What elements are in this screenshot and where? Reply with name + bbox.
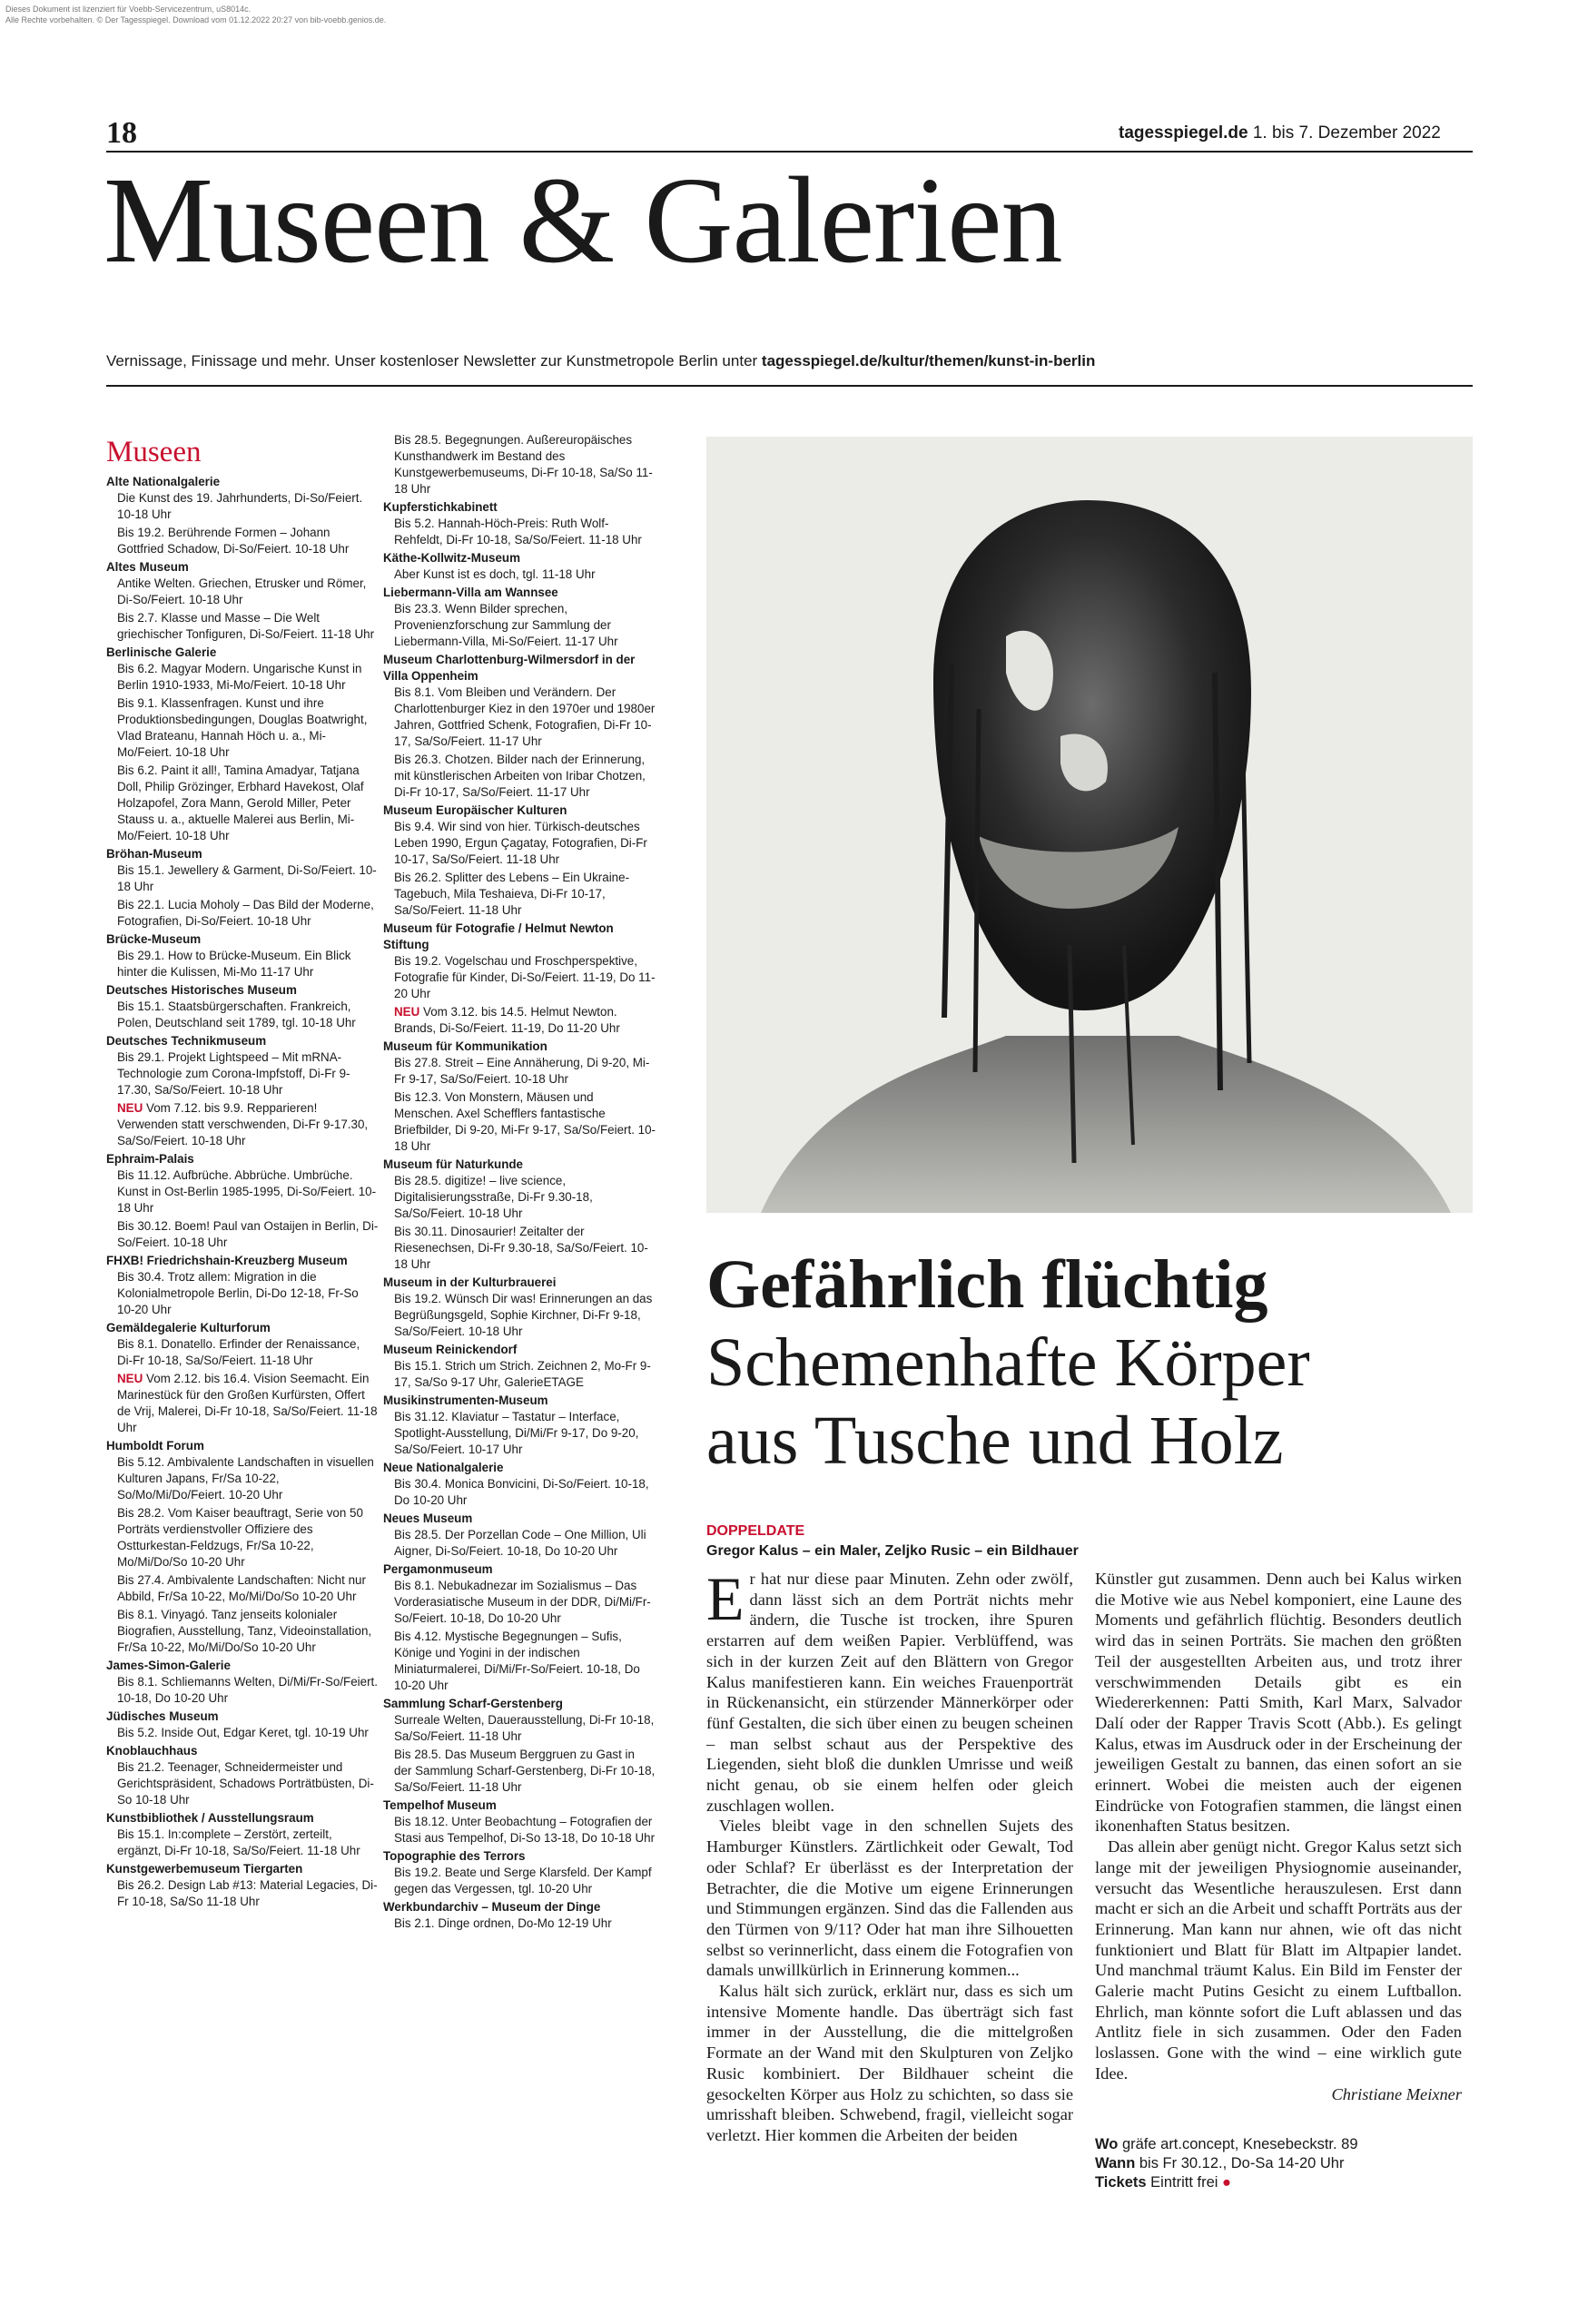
exhibition-entry: Bis 15.1. Jewellery & Garment, Di-So/Feiert. 10-18 Uhr bbox=[117, 863, 377, 893]
museum-name: Tempelhof Museum bbox=[383, 1798, 497, 1812]
museum-name: Museum in der Kulturbrauerei bbox=[383, 1275, 557, 1289]
ink-portrait-image bbox=[706, 437, 1473, 1213]
article-column-2 bbox=[1095, 1569, 1462, 2104]
exhibition-entry: Bis 19.2. Beate und Serge Klarsfeld. Der Kampf gegen das Vergessen, tgl. 10-20 Uhr bbox=[394, 1866, 652, 1896]
headline-main: Gefährlich flüchtig bbox=[706, 1246, 1268, 1323]
info-where bbox=[1095, 2135, 1476, 2154]
article-kicker: DOPPELDATE bbox=[706, 1523, 805, 1539]
newsletter-link[interactable]: tagesspiegel.de/kultur/themen/kunst-in-berlin bbox=[761, 352, 1096, 369]
exhibition-entry: Bis 23.3. Wenn Bilder sprechen, Provenienzforschung zur Sammlung der Liebermann-Villa, Mi-So/Feiert. 11-17 Uhr bbox=[394, 602, 618, 648]
exhibition-entry: Bis 28.5. digitize! – live science, Digitalisierungsstraße, Di-Fr 9.30-18, Sa/So/Feiert. 10-18 Uhr bbox=[394, 1174, 593, 1220]
exhibition-entry: Bis 19.2. Vogelschau und Froschperspektive, Fotografie für Kinder, Di-So/Feiert. 11-19, Do 11-20 Uhr bbox=[394, 954, 656, 1000]
end-bullet-icon: ● bbox=[1222, 2174, 1231, 2191]
exhibition-entry: Antike Welten. Griechen, Etrusker und Römer, Di-So/Feiert. 10-18 Uhr bbox=[117, 576, 367, 606]
info-when-label: Wann bbox=[1095, 2155, 1136, 2171]
site-name: tagesspiegel.de bbox=[1119, 123, 1248, 143]
museum-name: Museum für Naturkunde bbox=[383, 1157, 524, 1171]
museum-name: Deutsches Historisches Museum bbox=[106, 983, 297, 997]
headline-deck-1: Schemenhafte Körper bbox=[706, 1324, 1310, 1401]
museum-name: Kupferstichkabinett bbox=[383, 500, 498, 514]
info-when-value: bis Fr 30.12., Do-Sa 14-20 Uhr bbox=[1135, 2155, 1345, 2171]
exhibition-entry: Bis 28.5. Begegnungen. Außereuropäisches Kunsthandwerk im Bestand des Kunstgewerbemuseums, Di-Fr 10-18, Sa/So 11-18 Uhr bbox=[394, 433, 653, 496]
exhibition-entry: Bis 6.2. Paint it all!, Tamina Amadyar, Tatjana Doll, Philip Grözinger, Erbhard Havekost, Olaf Holzapofel, Zora Mann, Gerold Miller, Peter Stauss u. a., aktuelle Malerei aus Berlin, Mi-Mo/Feiert. 10-18 Uhr bbox=[117, 763, 364, 842]
listings-column-2 bbox=[383, 432, 656, 1934]
newsletter-rule bbox=[106, 385, 1473, 387]
museum-name: Musikinstrumenten-Museum bbox=[383, 1393, 548, 1407]
info-tickets bbox=[1095, 2173, 1476, 2192]
section-heading-museen: Museen bbox=[106, 436, 202, 468]
exhibition-entry: Bis 29.1. Projekt Lightspeed – Mit mRNA-Technologie zum Corona-Impfstoff, Di-Fr 9-17.30, Sa/So/Feiert. 10-18 Uhr bbox=[117, 1050, 350, 1097]
exhibition-entry: Die Kunst des 19. Jahrhunderts, Di-So/Feiert. 10-18 Uhr bbox=[117, 491, 363, 521]
museum-name: Brücke-Museum bbox=[106, 932, 202, 946]
page-number: 18 bbox=[106, 116, 137, 150]
license-notice bbox=[5, 4, 386, 25]
new-badge: NEU bbox=[117, 1372, 143, 1385]
museum-name: Museum Europäischer Kulturen bbox=[383, 803, 567, 817]
exhibition-entry: Bis 5.2. Hannah-Höch-Preis: Ruth Wolf-Rehfeldt, Di-Fr 10-18, Sa/So/Feiert. 11-18 Uhr bbox=[394, 517, 642, 547]
exhibition-entry: Bis 31.12. Klaviatur – Tastatur – Interface, Spotlight-Ausstellung, Di/Mi/Fr 9-17, Do 9-20, Sa/So/Feiert. 10-17 Uhr bbox=[394, 1410, 639, 1456]
info-where-value: gräfe art.concept, Knesebeckstr. 89 bbox=[1118, 2136, 1358, 2152]
exhibition-entry: Bis 27.8. Streit – Eine Annäherung, Di 9-20, Mi-Fr 9-17, Sa/So/Feiert. 10-18 Uhr bbox=[394, 1056, 650, 1086]
museum-name: James-Simon-Galerie bbox=[106, 1659, 231, 1672]
exhibition-entry: Bis 19.2. Wünsch Dir was! Erinnerungen an das Begrüßungsgeld, Sophie Kirchner, Di-Fr 9-18, Sa/So/Feiert. 10-18 Uhr bbox=[394, 1292, 653, 1338]
museum-name: Museum für Fotografie / Helmut Newton Stiftung bbox=[383, 921, 614, 951]
exhibition-text: Vom 2.12. bis 16.4. Vision Seemacht. Ein Marinestück für den Großen Kurfürsten, Offert de Vrij, Malerei, Di-Fr 10-18, Sa/So/Feiert. 11-18 Uhr bbox=[117, 1372, 378, 1434]
newsletter-line bbox=[106, 352, 1095, 370]
museum-name: Topographie des Terrors bbox=[383, 1849, 526, 1863]
exhibition-entry: Bis 11.12. Aufbrüche. Abbrüche. Umbrüche. Kunst in Ost-Berlin 1985-1995, Di-So/Feiert. 10-18 Uhr bbox=[117, 1168, 377, 1215]
museum-name: Berlinische Galerie bbox=[106, 645, 217, 659]
museum-name: Kunstbibliothek / Ausstellungsraum bbox=[106, 1811, 314, 1825]
portrait-ink-painting bbox=[706, 437, 1473, 1213]
masthead-right bbox=[1119, 123, 1441, 143]
info-tickets-label: Tickets bbox=[1095, 2174, 1147, 2191]
exhibition-entry-new bbox=[383, 1004, 656, 1037]
exhibition-entry-new bbox=[106, 1100, 379, 1149]
exhibition-entry: Surreale Welten, Dauerausstellung, Di-Fr 10-18, Sa/So/Feiert. 11-18 Uhr bbox=[394, 1713, 655, 1743]
exhibition-entry: Bis 19.2. Berührende Formen – Johann Gottfried Schadow, Di-So/Feiert. 10-18 Uhr bbox=[117, 526, 350, 556]
exhibition-entry: Bis 18.12. Unter Beobachtung – Fotografien der Stasi aus Tempelhof, Di-So 13-18, Do 10-18 Uhr bbox=[394, 1815, 656, 1845]
exhibition-entry: Bis 5.12. Ambivalente Landschaften in visuellen Kulturen Japans, Fr/Sa 10-22, So/Mo/Mi/Do/Feiert. 10-20 Uhr bbox=[117, 1455, 374, 1502]
museum-list bbox=[383, 432, 656, 1932]
museum-name: Museum für Kommunikation bbox=[383, 1039, 547, 1053]
museum-name: Bröhan-Museum bbox=[106, 847, 202, 861]
exhibition-entry: Bis 21.2. Teenager, Schneidermeister und Gerichtspräsident, Schadows Porträtbüsten, Di-So 10-18 Uhr bbox=[117, 1760, 374, 1807]
article-author: Christiane Meixner bbox=[1331, 2084, 1462, 2103]
info-where-label: Wo bbox=[1095, 2136, 1119, 2152]
museum-name: Neues Museum bbox=[383, 1512, 473, 1525]
museum-name: Neue Nationalgalerie bbox=[383, 1461, 504, 1474]
museum-name: Werkbundarchiv – Museum der Dinge bbox=[383, 1900, 601, 1914]
exhibition-entry: Bis 8.1. Vinyagó. Tanz jenseits kolonialer Biografien, Ausstellung, Tanz, Videoinstallation, Fr/Sa 10-22, Mo/Mi/Do/So 10-20 Uhr bbox=[117, 1608, 372, 1654]
license-line-1: Dieses Dokument ist lizenziert für Voebb-Servicezentrum, uS8014c. bbox=[5, 5, 251, 14]
article-paragraph: Kalus hält sich zurück, erklärt nur, dass es sich um intensive Momente handle. Das überträgt sich fast immer in der Ausstellung, die die mittelgroßen Formate an der Wand mit den Skulpturen von Zeljko Rusic kombiniert. Der Bildhauer scheint die gesockelten Körper aus Holz zu schichten, so dass sie umrisshaft bleiben. Schwebend, fragil, vielleicht sogar verletzt. Hier kommen die Arbeiten der beiden bbox=[706, 1982, 1073, 2144]
event-info-box bbox=[1095, 2135, 1476, 2192]
museum-name: Kunstgewerbemuseum Tiergarten bbox=[106, 1862, 303, 1876]
exhibition-entry: Bis 8.1. Schliemanns Welten, Di/Mi/Fr-So/Feiert. 10-18, Do 10-20 Uhr bbox=[117, 1675, 378, 1705]
museum-name: Museum Reinickendorf bbox=[383, 1343, 518, 1356]
exhibition-entry: Aber Kunst ist es doch, tgl. 11-18 Uhr bbox=[394, 567, 596, 581]
exhibition-entry: Bis 30.12. Boem! Paul van Ostaijen in Berlin, Di-So/Feiert. 10-18 Uhr bbox=[117, 1219, 379, 1249]
exhibition-entry: Bis 28.2. Vom Kaiser beauftragt, Serie von 50 Porträts verdienstvoller Offiziere des Ostturkestan-Feldzugs, Fr/Sa 10-22, Mo/Mi/Do/So 10-20 Uhr bbox=[117, 1506, 363, 1569]
info-tickets-value: Eintritt frei bbox=[1146, 2174, 1223, 2191]
exhibition-entry: Bis 26.2. Design Lab #13: Material Legacies, Di-Fr 10-18, Sa/So 11-18 Uhr bbox=[117, 1878, 378, 1908]
exhibition-entry: Bis 5.2. Inside Out, Edgar Keret, tgl. 10-19 Uhr bbox=[117, 1726, 369, 1739]
exhibition-entry: Bis 28.5. Das Museum Berggruen zu Gast in der Sammlung Scharf-Gerstenberg, Di-Fr 10-18, Sa/So/Feiert. 11-18 Uhr bbox=[394, 1748, 656, 1794]
museum-name: Knoblauchhaus bbox=[106, 1744, 198, 1758]
exhibition-entry: Bis 9.4. Wir sind von hier. Türkisch-deutsches Leben 1990, Ergun Çagatay, Fotografien, Di-Fr 10-17, Sa/So/Feiert. 11-18 Uhr bbox=[394, 820, 647, 866]
exhibition-text: Vom 3.12. bis 14.5. Helmut Newton. Brands, Di-So/Feiert. 11-19, Do 11-20 Uhr bbox=[394, 1005, 620, 1035]
article-column-1 bbox=[706, 1564, 1073, 2146]
museum-name: Ephraim-Palais bbox=[106, 1152, 194, 1166]
exhibition-entry: Bis 15.1. Strich um Strich. Zeichnen 2, Mo-Fr 9-17, Sa/So 9-17 Uhr, GalerieETAGE bbox=[394, 1359, 651, 1389]
exhibition-text: Vom 7.12. bis 9.9. Repparieren! Verwenden statt verschwenden, Di-Fr 9-17.30, Sa/So/Feiert. 10-18 Uhr bbox=[117, 1101, 369, 1147]
paragraph-text: r hat nur diese paar Minuten. Zehn oder zwölf, dann lässt sich an dem Porträt nichts mehr ändern, die Tusche ist trocken, ihre Spuren erstarren auf dem weißen Papier. Verblüffend, was sich in der kurzen Zeit auf den Blättern von Gregor Kalus manifestieren kann. Ein weiches Frauenporträt in Rückenansicht, ein stürzender Männerkörper oder fünf Gestalten, die sich über einen zu beugen scheinen – man selbst schaut aus der Perspektive des Liegenden, sieht bloß die dunklen Umrisse und weiß nicht genau, ob sie einem helfen oder gleich zuschlagen wollen. bbox=[706, 1570, 1073, 1815]
exhibition-entry: Bis 9.1. Klassenfragen. Kunst und ihre Produktionsbedingungen, Douglas Boatwright, Vlad Brateanu, Hannah Höch u. a., Mi-Mo/Feiert. 10-18 Uhr bbox=[117, 696, 368, 759]
exhibition-entry: Bis 8.1. Nebukadnezar im Sozialismus – Das Vorderasiatische Museum in der DDR, Di/Mi/Fr-So/Feiert. 10-18, Do 10-20 Uhr bbox=[394, 1579, 651, 1625]
license-line-2: Alle Rechte vorbehalten. © Der Tagesspiegel. Download vom 01.12.2022 20:27 von bib-voebb.genios.de. bbox=[5, 15, 387, 25]
issue-date: 1. bis 7. Dezember 2022 bbox=[1252, 123, 1441, 143]
exhibition-entry-new bbox=[106, 1371, 379, 1436]
museum-name: Pergamonmuseum bbox=[383, 1562, 493, 1576]
drop-cap: E bbox=[706, 1564, 745, 1633]
exhibition-entry: Bis 30.11. Dinosaurier! Zeitalter der Riesenechsen, Di-Fr 9.30-18, Sa/So/Feiert. 10-18 Uhr bbox=[394, 1225, 648, 1271]
newsletter-text: Vernissage, Finissage und mehr. Unser kostenloser Newsletter zur Kunstmetropole Berlin unter bbox=[106, 352, 762, 369]
museum-name: Alte Nationalgalerie bbox=[106, 475, 221, 488]
info-when bbox=[1095, 2154, 1476, 2173]
exhibition-entry: Bis 6.2. Magyar Modern. Ungarische Kunst in Berlin 1910-1933, Mi-Mo/Feiert. 10-18 Uhr bbox=[117, 662, 362, 692]
museum-name: Gemäldegalerie Kulturforum bbox=[106, 1321, 271, 1334]
museum-name: Sammlung Scharf-Gerstenberg bbox=[383, 1697, 563, 1710]
museum-name: Jüdisches Museum bbox=[106, 1709, 219, 1723]
article-paragraph: Das allein aber genügt nicht. Gregor Kalus setzt sich lange mit der jeweiligen Physiognomie auseinander, versucht das Wesentliche herauszulesen. Erst dann macht er sich an die Arbeit und schafft Porträts aus der Erinnerung. Man kann nur ahnen, wie oft das nicht funktioniert und Blatt für Blatt im Altpapier landet. Und manchmal träumt Kalus. Ein Bild im Fenster der Galerie macht Putins Gesicht zu einem Luftballon. Ehrlich, man könnte sofort die Luft ablassen und das Antlitz fiele in sich zusammen. Oder den Faden loslassen. Gone with the wind – eine wirklich gute Idee. bbox=[1095, 1837, 1462, 2083]
museum-list bbox=[106, 474, 379, 1910]
article-paragraph: Künstler gut zusammen. Denn auch bei Kalus wirken die Motive wie aus Nebel komponiert, eine Laune des Moments und gefährlich flüchtig. Besonders deutlich wird das in seinen Porträts. Sie machen den größten Teil der ausgestellten Arbeiten aus, und trotz ihrer verschwimmenden Details gibt es ein Wiedererkennen: Patti Smith, Karl Marx, Salvador Dalí oder der Rapper Travis Scott (Abb.). Es gelingt Kalus, etwas im Ausdruck oder in der Erscheinung der jeweiligen Gestalt zu bannen, das einen sofort an sie erinnert. Wobei die meisten auch der eigenen Eindrücke von Fotografien stammen, die längst einen ikonenhaften Status besitzen. bbox=[1095, 1570, 1462, 1836]
headline-deck-2: aus Tusche und Holz bbox=[706, 1403, 1284, 1479]
museum-name: Liebermann-Villa am Wannsee bbox=[383, 586, 558, 599]
new-badge: NEU bbox=[117, 1101, 143, 1115]
exhibition-entry: Bis 30.4. Trotz allem: Migration in die Kolonialmetropole Berlin, Di-Do 12-18, Fr-So 10-20 Uhr bbox=[117, 1270, 359, 1316]
article-subline: Gregor Kalus – ein Maler, Zeljko Rusic – ein Bildhauer bbox=[706, 1543, 1079, 1559]
exhibition-entry: Bis 15.1. In:complete – Zerstört, zerteilt, ergänzt, Di-Fr 10-18, Sa/So/Feiert. 11-18 Uhr bbox=[117, 1827, 360, 1857]
exhibition-entry: Bis 2.1. Dinge ordnen, Do-Mo 12-19 Uhr bbox=[394, 1916, 612, 1930]
exhibition-entry: Bis 8.1. Vom Bleiben und Verändern. Der Charlottenburger Kiez in den 1970er und 1980er Jahren, Gottfried Schenk, Fotografien, Di-Fr 10-17, Sa/So/Feiert. 11-17 Uhr bbox=[394, 685, 656, 748]
exhibition-entry: Bis 2.7. Klasse und Masse – Die Welt griechischer Tonfiguren, Di-So/Feiert. 11-18 Uhr bbox=[117, 611, 375, 641]
exhibition-entry: Bis 29.1. How to Brücke-Museum. Ein Blick hinter die Kulissen, Mi-Mo 11-17 Uhr bbox=[117, 949, 351, 979]
museum-name: Museum Charlottenburg-Wilmersdorf in der Villa Oppenheim bbox=[383, 653, 636, 683]
exhibition-entry: Bis 26.3. Chotzen. Bilder nach der Erinnerung, mit künstlerischen Arbeiten von Iribar Chotzen, Di-Fr 10-17, Sa/So/Feiert. 11-17 Uhr bbox=[394, 753, 646, 799]
museum-name: Deutsches Technikmuseum bbox=[106, 1034, 267, 1048]
article-headline bbox=[706, 1246, 1487, 1480]
museum-name: Humboldt Forum bbox=[106, 1439, 204, 1452]
exhibition-entry: Bis 30.4. Monica Bonvicini, Di-So/Feiert. 10-18, Do 10-20 Uhr bbox=[394, 1477, 649, 1507]
exhibition-entry: Bis 28.5. Der Porzellan Code – One Million, Uli Aigner, Di-So/Feiert. 10-18, Do 10-20 Uhr bbox=[394, 1528, 646, 1558]
exhibition-entry: Bis 22.1. Lucia Moholy – Das Bild der Moderne, Fotografien, Di-So/Feiert. 10-18 Uhr bbox=[117, 898, 374, 928]
listings-column-1 bbox=[106, 428, 379, 1912]
museum-name: Käthe-Kollwitz-Museum bbox=[383, 551, 521, 565]
new-badge: NEU bbox=[394, 1005, 420, 1019]
page-title: Museen & Galerien bbox=[104, 153, 1062, 289]
article-paragraph: Vieles bleibt vage in den schnellen Sujets des Hamburger Künstlers. Zärtlichkeit oder Gewalt, Tod oder Schlaf? Er überlässt es der Interpretation der Betrachter, die die Motive um eigene Erinnerungen und Stimmungen ergänzen. Sind das die Fallenden aus den Türmen von 9/11? Oder hat man ihre Silhouetten selbst so verinnerlicht, dass einem die Fotografien von damals unwillkürlich in Erinnerung kommen... bbox=[706, 1817, 1073, 1980]
exhibition-entry: Bis 26.2. Splitter des Lebens – Ein Ukraine-Tagebuch, Mila Teshaieva, Di-Fr 10-17, Sa/So/Feiert. 11-18 Uhr bbox=[394, 871, 630, 917]
exhibition-entry: Bis 8.1. Donatello. Erfinder der Renaissance, Di-Fr 10-18, Sa/So/Feiert. 11-18 Uhr bbox=[117, 1337, 360, 1367]
exhibition-entry: Bis 12.3. Von Monstern, Mäusen und Menschen. Axel Schefflers fantastische Briefbilder, Di 9-20, Mi-Fr 9-17, Sa/So/Feiert. 10-18 Uhr bbox=[394, 1090, 656, 1153]
museum-name: Altes Museum bbox=[106, 560, 189, 574]
article-paragraph bbox=[706, 1564, 1073, 1816]
exhibition-entry: Bis 4.12. Mystische Begegnungen – Sufis, Könige und Yogini in der indischen Miniaturmalerei, Di/Mi/Fr-So/Feiert. 10-18, Do 10-20 Uhr bbox=[394, 1630, 640, 1692]
museum-name: FHXB! Friedrichshain-Kreuzberg Museum bbox=[106, 1254, 348, 1267]
exhibition-entry: Bis 15.1. Staatsbürgerschaften. Frankreich, Polen, Deutschland seit 1789, tgl. 10-18 Uhr bbox=[117, 1000, 356, 1029]
exhibition-entry: Bis 27.4. Ambivalente Landschaften: Nicht nur Abbild, Fr/Sa 10-22, Mo/Mi/Do/So 10-20 Uhr bbox=[117, 1573, 366, 1603]
